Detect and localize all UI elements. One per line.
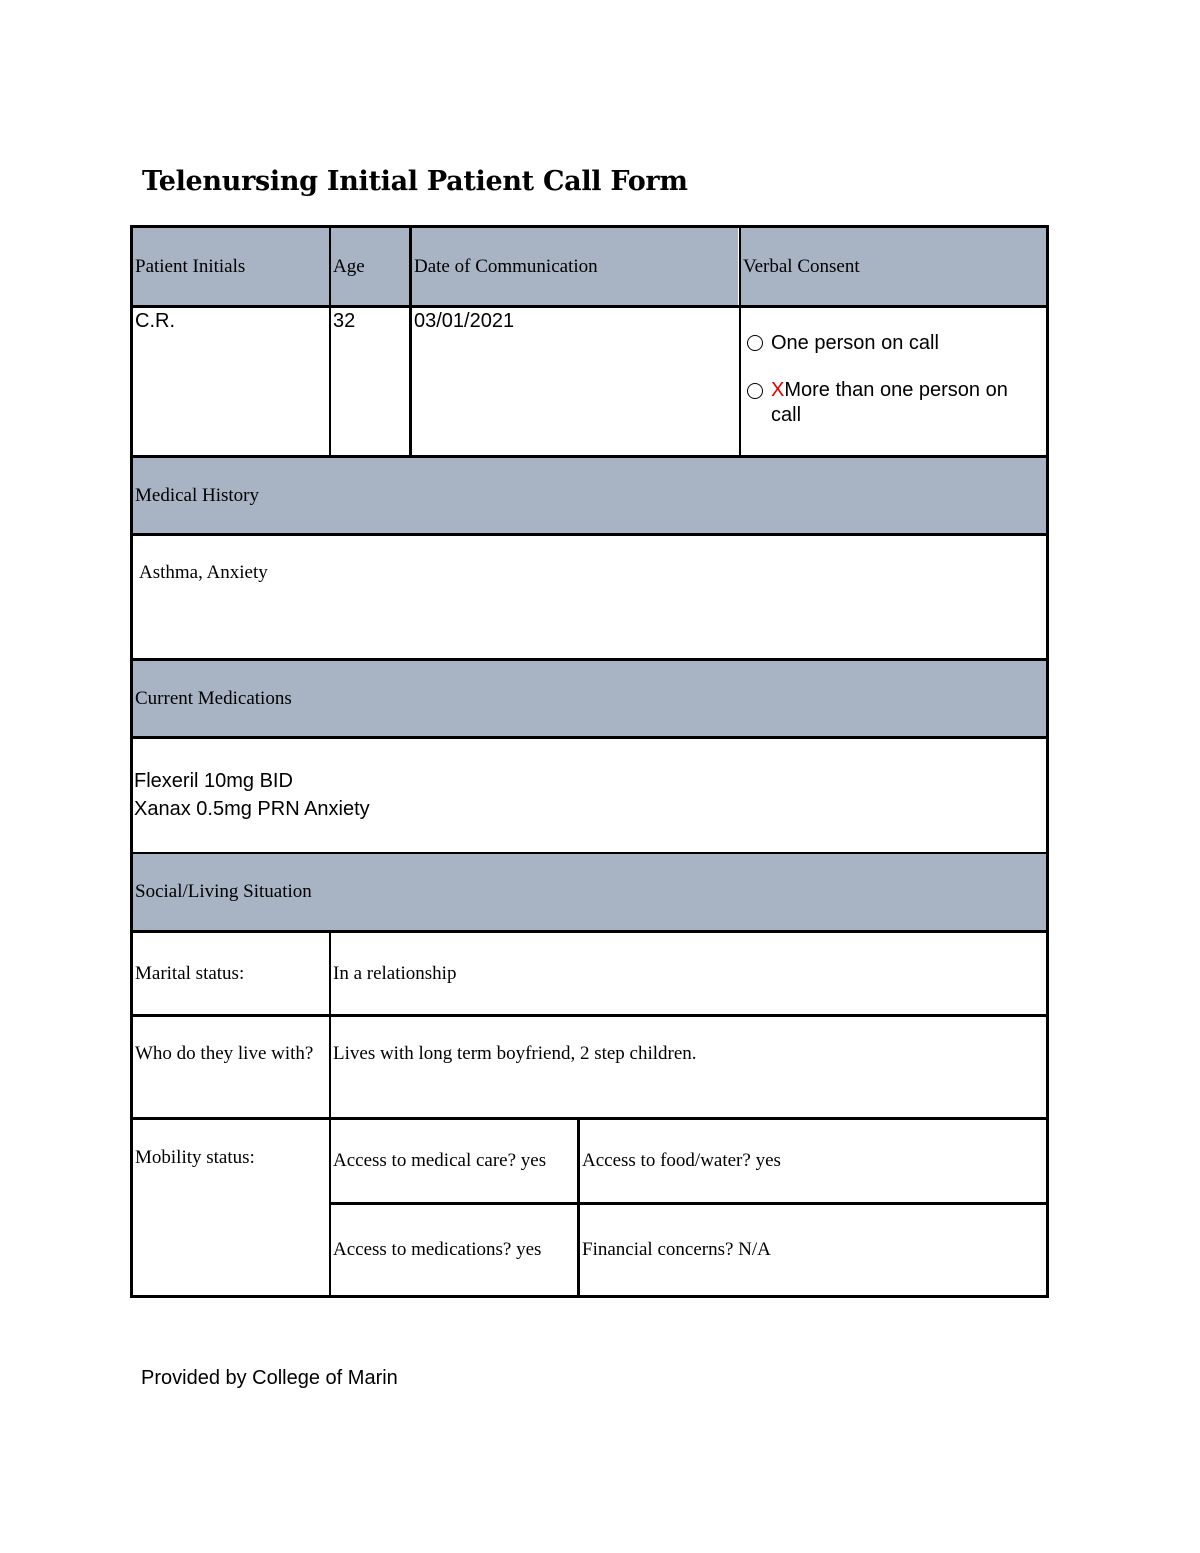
medical-history-header: Medical History <box>133 458 1046 533</box>
check-mark: X <box>771 379 785 401</box>
age-header: Age <box>331 228 409 305</box>
footer-credit: Provided by College of Marin <box>141 1367 398 1389</box>
consent-header: Verbal Consent <box>741 228 1046 305</box>
consent-option-label: More than one person on call <box>771 379 1008 426</box>
current-medications-header: Current Medications <box>133 661 1046 736</box>
financial-concerns[interactable]: Financial concerns? N/A <box>582 1239 771 1260</box>
lives-with-value[interactable]: Lives with long term boyfriend, 2 step children. <box>333 1043 697 1064</box>
patient-initials-header: Patient Initials <box>133 228 329 305</box>
access-food-water[interactable]: Access to food/water? yes <box>582 1150 781 1171</box>
marital-status-label: Marital status: <box>135 962 245 984</box>
current-medications-value[interactable] <box>133 739 1046 852</box>
age-value[interactable]: 32 <box>333 310 356 332</box>
patient-call-form <box>130 225 1049 1298</box>
patient-initials-value[interactable]: C.R. <box>135 310 175 332</box>
date-value[interactable]: 03/01/2021 <box>414 310 515 332</box>
access-medical-care[interactable]: Access to medical care? yes <box>333 1150 547 1171</box>
consent-option-label: One person on call <box>771 332 939 354</box>
consent-option-multiple[interactable] <box>745 378 1038 428</box>
medication-line: Xanax 0.5mg PRN Anxiety <box>134 798 370 820</box>
lives-with-label: Who do they live with? <box>135 1043 314 1064</box>
marital-status-value[interactable]: In a relationship <box>333 962 457 984</box>
form-title: Telenursing Initial Patient Call Form <box>142 166 688 197</box>
access-medications[interactable]: Access to medications? yes <box>333 1239 542 1260</box>
consent-option-one[interactable] <box>745 330 1038 356</box>
medical-history-value[interactable]: Asthma, Anxiety <box>139 562 268 583</box>
social-living-header: Social/Living Situation <box>133 854 1046 930</box>
radio-button-icon[interactable] <box>747 383 763 399</box>
radio-button-icon[interactable] <box>747 335 763 351</box>
date-header: Date of Communication <box>412 228 738 305</box>
mobility-status-label: Mobility status: <box>135 1147 255 1168</box>
consent-options <box>741 308 1046 455</box>
medication-line: Flexeril 10mg BID <box>134 770 293 792</box>
